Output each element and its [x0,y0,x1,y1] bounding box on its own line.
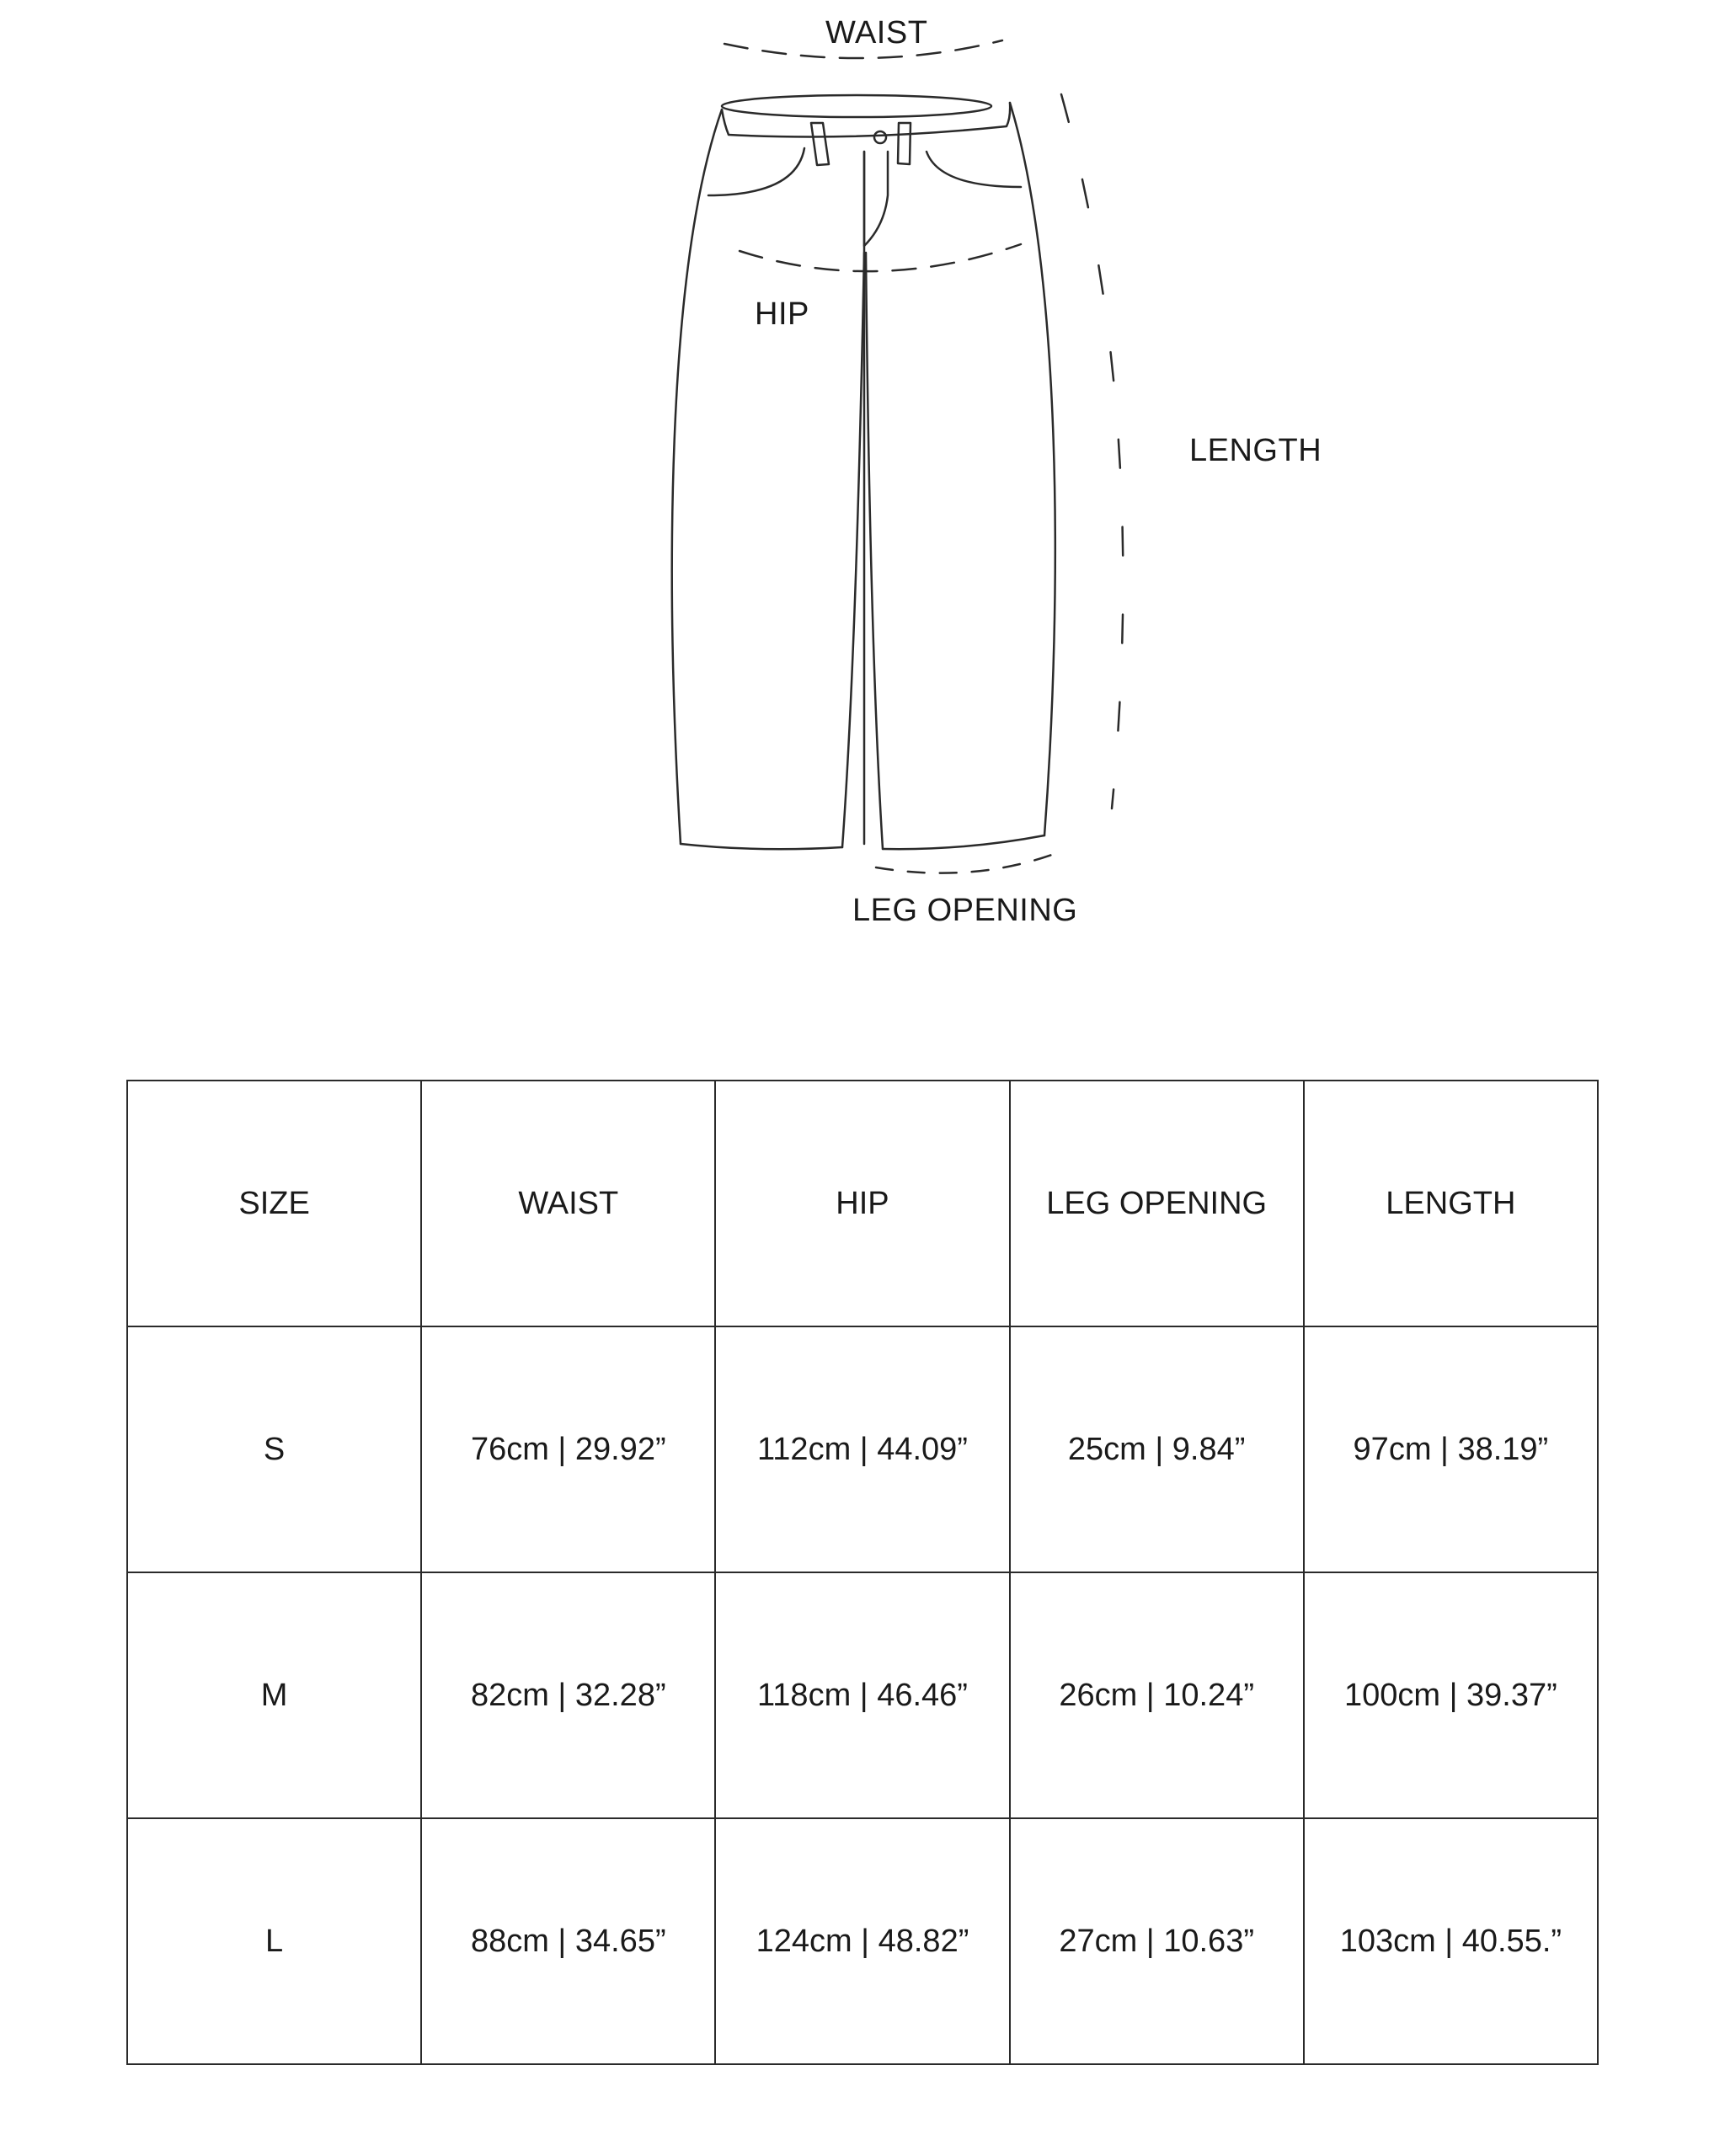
header-waist: WAIST [421,1081,715,1326]
right-outer-seam [1010,103,1055,835]
leg-opening-measure-line [876,851,1063,873]
length-label: LENGTH [1189,433,1322,468]
waistband-top [722,95,991,117]
table-header-row [127,1081,1598,1326]
pocket-right [927,152,1021,187]
header-hip: HIP [715,1081,1009,1326]
size-cell: S [127,1326,421,1572]
length-cell: 103cm | 40.55.” [1304,1818,1598,2064]
button [874,131,886,143]
size-cell: L [127,1818,421,2064]
length-measure-line [1061,94,1123,808]
size-chart-table [126,1080,1599,2065]
waistband-bottom [722,103,1010,136]
header-leg-opening: LEG OPENING [1010,1081,1304,1326]
table-row [127,1818,1598,2064]
hip-cell: 124cm | 48.82” [715,1818,1009,2064]
right-hem [883,835,1044,849]
pants-diagram [0,0,1725,960]
right-inseam [866,253,883,849]
waist-label: WAIST [825,15,928,51]
hip-cell: 112cm | 44.09” [715,1326,1009,1572]
leg-opening-cell: 25cm | 9.84” [1010,1326,1304,1572]
header-size: SIZE [127,1081,421,1326]
table-row [127,1572,1598,1818]
length-cell: 97cm | 38.19” [1304,1326,1598,1572]
table-row [127,1326,1598,1572]
pocket-left [708,148,804,195]
left-hem [681,844,842,849]
leg-opening-cell: 27cm | 10.63” [1010,1818,1304,2064]
left-outer-seam [672,109,722,844]
header-length: LENGTH [1304,1081,1598,1326]
pants-illustration [0,0,1725,960]
size-cell: M [127,1572,421,1818]
waist-cell: 88cm | 34.65” [421,1818,715,2064]
belt-loop-left [811,123,829,165]
belt-loop-right [898,123,911,164]
waist-cell: 82cm | 32.28” [421,1572,715,1818]
fly [864,152,888,246]
hip-label: HIP [755,296,809,332]
hip-measure-line [740,244,1021,271]
left-inseam [842,253,864,847]
leg-opening-label: LEG OPENING [852,893,1078,928]
leg-opening-cell: 26cm | 10.24” [1010,1572,1304,1818]
waist-cell: 76cm | 29.92” [421,1326,715,1572]
hip-cell: 118cm | 46.46” [715,1572,1009,1818]
length-cell: 100cm | 39.37” [1304,1572,1598,1818]
